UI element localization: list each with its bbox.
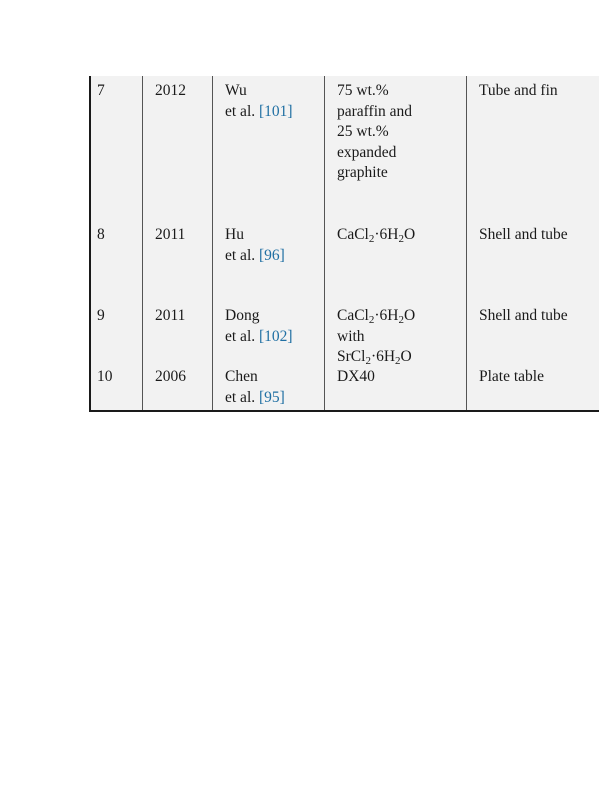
row-number: 7	[97, 82, 105, 99]
row-year: 2012	[155, 82, 186, 99]
material-line: with	[337, 327, 365, 345]
row-material	[337, 306, 415, 368]
row-number: 9	[97, 307, 105, 324]
data-table	[89, 76, 599, 412]
row-type: Plate table	[479, 368, 544, 385]
row-year: 2011	[155, 226, 186, 243]
reference-link[interactable]: [95]	[259, 388, 285, 406]
reference-link[interactable]: [102]	[259, 327, 293, 345]
author-etal-line	[225, 246, 285, 267]
author-etal-line	[225, 388, 285, 409]
material-line: DX40	[337, 368, 375, 385]
etal-text: et al.	[225, 388, 256, 406]
author-etal-line	[225, 102, 293, 123]
material-formula: $SrCl_2\cdot 6H_2O$	[337, 348, 412, 367]
material-formula: $CaCl_2\cdot 6H_2O$	[337, 307, 416, 326]
material-line: 25 wt.%	[337, 123, 389, 140]
author-name: Wu	[225, 82, 247, 99]
row-type: Tube and fin	[479, 82, 558, 99]
row-author	[225, 81, 293, 122]
author-name: Chen	[225, 368, 258, 385]
row-year: 2011	[155, 307, 186, 324]
table-left-border	[89, 76, 91, 410]
author-name: Hu	[225, 226, 244, 243]
reference-link[interactable]: [101]	[259, 102, 293, 120]
material-line: graphite	[337, 164, 388, 181]
row-material	[337, 367, 375, 388]
author-name: Dong	[225, 307, 260, 324]
etal-text: et al.	[225, 327, 256, 345]
author-etal-line	[225, 327, 293, 348]
row-author	[225, 225, 285, 266]
row-year: 2006	[155, 368, 186, 385]
column-divider	[466, 76, 467, 410]
etal-text: et al.	[225, 102, 256, 120]
material-line: paraffin and	[337, 102, 413, 120]
row-number: 8	[97, 226, 105, 243]
column-divider	[142, 76, 143, 410]
material-formula: $CaCl_2\cdot 6H_2O$	[337, 226, 416, 245]
row-material	[337, 81, 412, 184]
row-type: Shell and tube	[479, 226, 568, 243]
reference-link[interactable]: [96]	[259, 246, 285, 264]
row-author	[225, 367, 285, 408]
column-divider	[212, 76, 213, 410]
row-type: Shell and tube	[479, 307, 568, 324]
row-material	[337, 225, 415, 246]
row-number: 10	[97, 368, 113, 385]
material-line: 75 wt.%	[337, 82, 389, 99]
etal-text: et al.	[225, 246, 256, 264]
row-author	[225, 306, 293, 347]
column-divider	[324, 76, 325, 410]
material-line: expanded	[337, 143, 397, 161]
